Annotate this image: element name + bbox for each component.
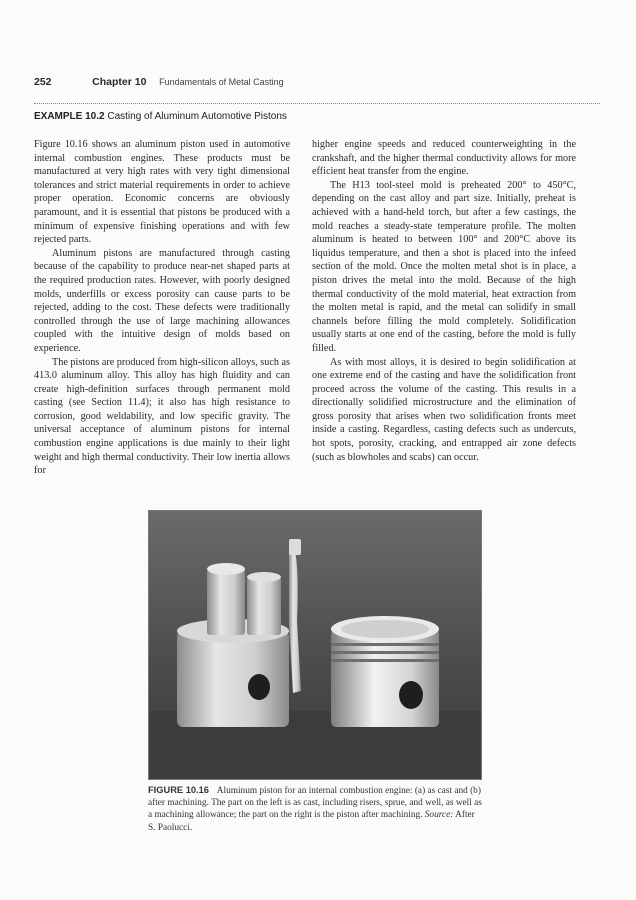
caption-text: Aluminum piston for an internal combustion engine: (a) as cast and (b) after machining. The part on the left is as cast, including risers, sprue, and well, as well as a machining allowance; the part on the right is the piston after machining. (148, 786, 482, 821)
piston-photo (148, 510, 482, 780)
paragraph: Figure 10.16 shows an aluminum piston used in automotive internal combustion engines. These products must be manufactured at very high rates with very tight dimensional tolerances and strict material requirements in order to achieve proper operation. Economic concerns are obviously paramount, and it is essential that pistons be produced with a minimum of expensive finishing operations and with few rejected parts. (34, 139, 290, 246)
example-label: EXAMPLE 10.2 (34, 111, 105, 122)
page-number: 252 (34, 76, 52, 88)
example-heading (34, 111, 287, 122)
source-label: Source: (424, 810, 454, 821)
piston-illustration (149, 511, 481, 779)
paragraph: higher engine speeds and reduced counterweighting in the crankshaft, and the higher thermal conductivity allows for more efficient heat transfer from the engine. (312, 139, 576, 178)
source-text: After S. Paolucci. (148, 810, 475, 833)
paragraph: As with most alloys, it is desired to begin solidification at one extreme end of the casting and have the solidification front proceed across the volume of the casting. This results in a directionally solidified microstructure and the elimination of gross porosity that arises when two solidification fronts meet inside a casting. Regardless, casting defects such as undercuts, hot spots, porosity, cracking, and entrapped air zone defects (such as blowholes and scabs) can occur. (312, 356, 576, 463)
figure-label: FIGURE 10.16 (148, 785, 209, 795)
paragraph: The H13 tool-steel mold is preheated 200° to 450°C, depending on the cast alloy and part size. Initially, preheat is achieved with a hand-held torch, but after a few castings, the mold reaches a steady-state temperature profile. The molten aluminum is heated to between 100° and 200°C above its liquidus temperature, and then a shot is placed into the infeed section of the mold. Once the molten metal shot is in place, a piston drives the metal into the mold. Because of the high thermal conductivity of the mold material, heat extraction from the molten metal is rapid, and the metal can solidify in small channels before filling the mold completely. Solidification usually starts at one end of the casting, before the mold is fully filled. (312, 179, 576, 354)
figure-caption (148, 784, 482, 834)
left-column (34, 138, 290, 478)
chapter-title: Fundamentals of Metal Casting (159, 77, 284, 87)
machined-piston (331, 616, 439, 727)
paragraph: Aluminum pistons are manufactured through casting because of the capability to produce near-net shaped parts at the required production rates. However, with poorly designed molds, underfills or excess porosity can cause parts to be rejected, adding to the cost. These defects were traditionally controlled through the use of large machining allowances coupled with the intuitive design of molds based on experience. (34, 247, 290, 354)
paragraph: The pistons are produced from high-silicon alloys, such as 413.0 aluminum alloy. This alloy has high fluidity and can create high-definition surfaces through permanent mold casting (see Section 11.4); it also has high resistance to corrosion, good weldability, and low specific gravity. The universal acceptance of aluminum pistons for internal combustion engine applications is due mainly to their light weight and high thermal conductivity. Their low inertia allows for (34, 356, 290, 477)
running-header (34, 76, 602, 88)
chapter-label: Chapter 10 (92, 76, 147, 88)
example-title: Casting of Aluminum Automotive Pistons (107, 111, 287, 122)
right-column (312, 138, 576, 464)
header-rule (34, 103, 600, 104)
